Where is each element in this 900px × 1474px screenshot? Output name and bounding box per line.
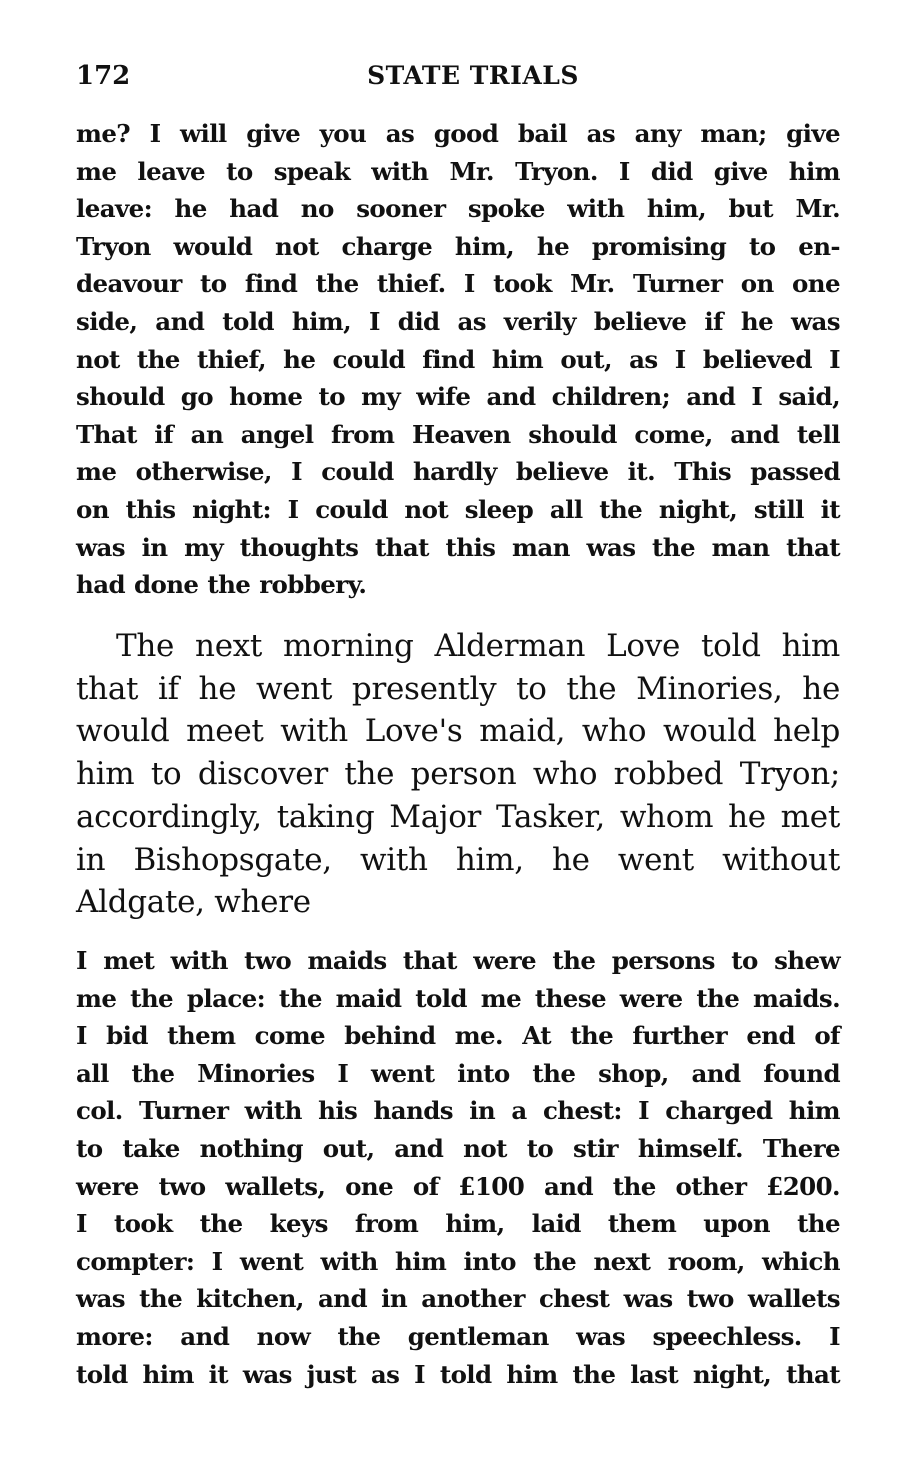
text-line: to take nothing out, and not to stir himself. There	[76, 1133, 840, 1163]
text-line: me otherwise, I could hardly believe it. This passed	[76, 457, 840, 487]
text-line: leave: he had no sooner spoke with him, but Mr.	[76, 194, 840, 224]
text-line: was the kitchen, and in another chest was two wallets	[76, 1284, 840, 1314]
text-line: should go home to my wife and children; and I said,	[76, 382, 840, 412]
paragraph-quoted-testimony-2	[76, 942, 840, 1393]
text-line: that if he went presently to the Minories, he	[76, 670, 840, 707]
text-line: not the thief, he could find him out, as I believed I	[76, 344, 840, 374]
text-line: Aldgate, where	[76, 884, 311, 921]
text-line: I bid them come behind me. At the further end of	[76, 1021, 840, 1051]
running-title: STATE TRIALS	[367, 61, 579, 90]
text-line: I took the keys from him, laid them upon the	[76, 1209, 840, 1239]
running-head	[76, 56, 840, 96]
text-line: That if an angel from Heaven should come, and tell	[76, 419, 840, 449]
text-line: was in my thoughts that this man was the man that	[76, 532, 840, 562]
text-line: me? I will give you as good bail as any man; give	[76, 119, 840, 148]
text-line: in Bishopsgate, with him, he went without	[76, 841, 840, 878]
paragraph-narrative	[76, 625, 840, 924]
text-line: side, and told him, I did as verily believe if he was	[76, 306, 840, 336]
text-line: me the place: the maid told me these were the maids.	[76, 983, 840, 1013]
text-line: more: and now the gentleman was speechless. I	[76, 1321, 840, 1351]
text-line: me leave to speak with Mr. Tryon. I did give him	[76, 156, 840, 186]
text-line: would meet with Love's maid, who would help	[76, 713, 840, 750]
text-line: all the Minories I went into the shop, and found	[76, 1058, 840, 1088]
text-line: Tryon would not charge him, he promising to en-	[76, 231, 840, 261]
text-line: I met with two maids that were the persons to shew	[76, 946, 840, 975]
text-line: were two wallets, one of £100 and the other £200.	[76, 1171, 840, 1201]
text-line: col. Turner with his hands in a chest: I charged him	[76, 1096, 840, 1126]
text-line: The next morning Alderman Love told him	[116, 628, 840, 664]
text-line: him to discover the person who robbed Tryon;	[76, 756, 840, 793]
text-line: on this night: I could not sleep all the night, still it	[76, 494, 840, 524]
text-line: had done the robbery.	[76, 570, 367, 600]
paragraph-quoted-testimony-1	[76, 115, 840, 604]
text-line: deavour to find the thief. I took Mr. Turner on one	[76, 269, 840, 299]
page-number: 172	[76, 61, 131, 91]
text-line: told him it was just as I told him the last night, that	[76, 1359, 840, 1389]
text-line: accordingly, taking Major Tasker, whom he met	[76, 798, 840, 835]
text-line: compter: I went with him into the next room, which	[76, 1246, 840, 1276]
